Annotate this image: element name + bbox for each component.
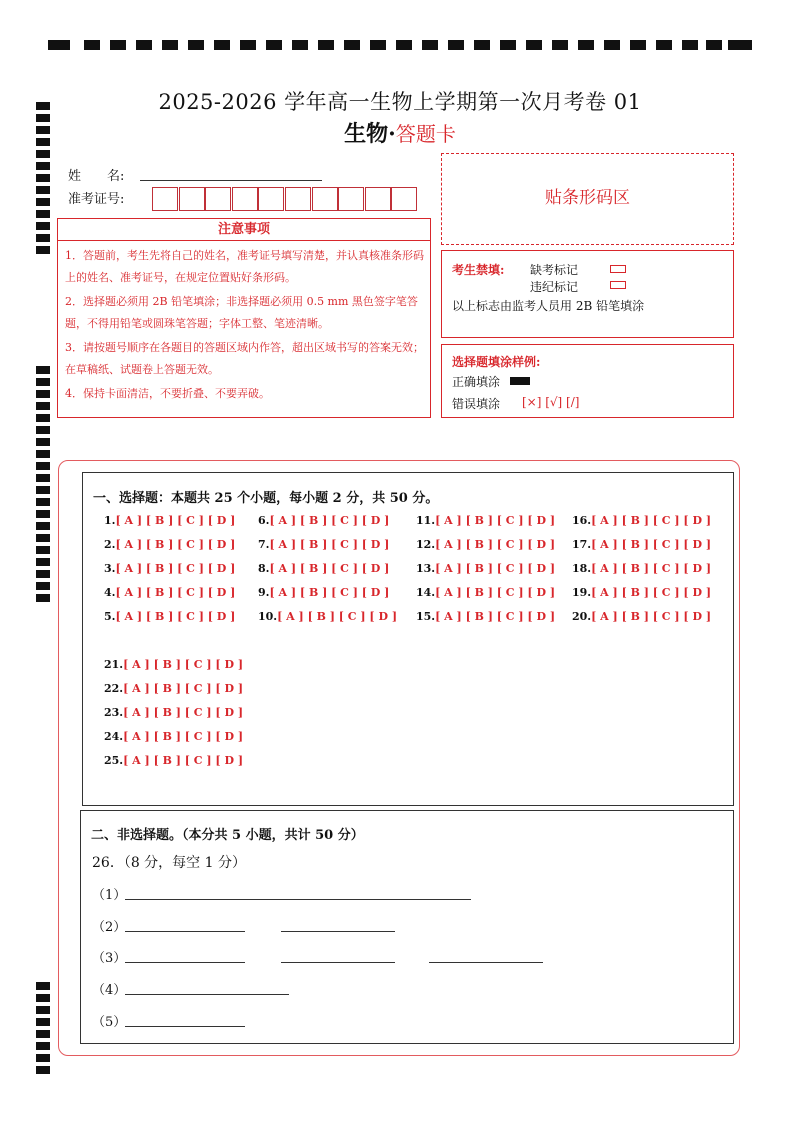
forbidden-note: 以上标志由监考人员用 2B 铅笔填涂 (452, 299, 645, 313)
timing-mark (36, 186, 50, 194)
timing-mark (578, 40, 594, 50)
question-12[interactable] (416, 538, 555, 551)
question-number: 24. (104, 730, 124, 743)
timing-mark (656, 40, 672, 50)
answer-options[interactable]: [ A ] [ B ] [ C ] [ D ] (123, 706, 244, 719)
question-2[interactable] (104, 538, 235, 551)
question-number: 3. (104, 562, 116, 575)
question-23[interactable] (104, 706, 243, 719)
question-number: 20. (572, 610, 592, 623)
barcode-area: 贴条形码区 (441, 153, 734, 245)
answer-options[interactable]: [ A ] [ B ] [ C ] [ D ] (269, 514, 390, 527)
timing-mark (36, 150, 50, 158)
answer-options[interactable]: [ A ] [ B ] [ C ] [ D ] (123, 730, 244, 743)
timing-mark (36, 222, 50, 230)
timing-mark (36, 510, 50, 518)
question-number: 15. (416, 610, 436, 623)
timing-mark (36, 546, 50, 554)
subtitle-sub: 答题卡 (395, 122, 456, 146)
answer-options[interactable]: [ A ] [ B ] [ C ] [ D ] (269, 538, 390, 551)
page-subtitle (0, 117, 800, 148)
timing-mark (36, 246, 50, 254)
timing-mark (500, 40, 516, 50)
answer-options[interactable]: [ A ] [ B ] [ C ] [ D ] (435, 610, 556, 623)
notice-item-2: 2．选择题必须用 2B 铅笔填涂；非选择题必须用 0.5 mm 黑色签字笔答题，不得用铅笔或圆珠笔答题；字体工整、笔迹清晰。 (65, 295, 418, 330)
timing-mark (36, 210, 50, 218)
question-17[interactable] (572, 538, 711, 551)
fill-example-box (441, 344, 734, 418)
answer-options[interactable]: [ A ] [ B ] [ C ] [ D ] (115, 562, 236, 575)
forbidden-box (441, 250, 734, 338)
question-25[interactable] (104, 754, 243, 767)
timing-mark (36, 594, 50, 602)
name-field[interactable] (140, 180, 322, 181)
timing-mark (706, 40, 722, 50)
question-number: 5. (104, 610, 116, 623)
answer-options[interactable]: [ A ] [ B ] [ C ] [ D ] (591, 610, 712, 623)
timing-mark (36, 378, 50, 386)
id-digit-box[interactable] (312, 187, 338, 211)
timing-mark (36, 582, 50, 590)
question-number: 23. (104, 706, 124, 719)
question-number: 1. (104, 514, 116, 527)
timing-mark (136, 40, 152, 50)
timing-mark (396, 40, 412, 50)
timing-mark (36, 534, 50, 542)
timing-mark (36, 1006, 50, 1014)
question-number: 19. (572, 586, 592, 599)
timing-mark (36, 1054, 50, 1062)
question-number: 7. (258, 538, 270, 551)
question-18[interactable] (572, 562, 711, 575)
timing-mark (552, 40, 568, 50)
timing-mark (36, 438, 50, 446)
section-nonchoice (80, 810, 734, 1044)
id-digit-box[interactable] (179, 187, 205, 211)
answer-options[interactable]: [ A ] [ B ] [ C ] [ D ] (591, 538, 712, 551)
answer-options[interactable]: [ A ] [ B ] [ C ] [ D ] (115, 538, 236, 551)
answer-line-2b[interactable] (281, 931, 395, 932)
question-24[interactable] (104, 730, 243, 743)
answer-options[interactable]: [ A ] [ B ] [ C ] [ D ] (435, 514, 556, 527)
timing-mark (48, 40, 70, 50)
timing-mark (36, 414, 50, 422)
timing-mark (36, 486, 50, 494)
question-number: 16. (572, 514, 592, 527)
answer-line-1[interactable] (125, 899, 471, 900)
question-number: 13. (416, 562, 436, 575)
question-number: 2. (104, 538, 116, 551)
answer-line-3a[interactable] (125, 962, 245, 963)
timing-mark (36, 462, 50, 470)
question-number: 9. (258, 586, 270, 599)
timing-mark (36, 426, 50, 434)
absent-label: 缺考标记 (530, 263, 579, 277)
question-21[interactable] (104, 658, 243, 671)
timing-mark (36, 234, 50, 242)
timing-mark (474, 40, 490, 50)
question-10[interactable] (258, 610, 397, 623)
question-20[interactable] (572, 610, 711, 623)
answer-options[interactable]: [ A ] [ B ] [ C ] [ D ] (591, 562, 712, 575)
absent-mark[interactable] (610, 265, 626, 273)
timing-mark (36, 522, 50, 530)
timing-mark (36, 982, 50, 990)
answer-options[interactable]: [ A ] [ B ] [ C ] [ D ] (591, 514, 712, 527)
wrong-fill-samples: [×] [√] [/] (522, 395, 580, 409)
timing-mark (84, 40, 100, 50)
timing-mark (36, 1066, 50, 1074)
id-digit-box[interactable] (365, 187, 391, 211)
correct-fill-sample (510, 377, 530, 385)
timing-mark (36, 1042, 50, 1050)
answer-options[interactable]: [ A ] [ B ] [ C ] [ D ] (123, 658, 244, 671)
id-digit-box[interactable] (258, 187, 284, 211)
name-label: 姓 名: (68, 169, 125, 184)
answer-options[interactable]: [ A ] [ B ] [ C ] [ D ] (269, 586, 390, 599)
question-26-title: 26．（8 分，每空 1 分） (92, 855, 246, 871)
blank-label-3: （3） (92, 951, 127, 966)
timing-mark (36, 366, 50, 374)
blank-label-2: （2） (92, 920, 127, 935)
wrong-fill-label: 错误填涂 (452, 397, 501, 411)
timing-mark (292, 40, 308, 50)
answer-line-2a[interactable] (125, 931, 245, 932)
question-number: 21. (104, 658, 124, 671)
section-nonchoice-title: 二、非选择题。（本分共 5 小题，共计 50 分） (91, 828, 364, 843)
question-1[interactable] (104, 514, 235, 527)
timing-mark (188, 40, 204, 50)
notice-item-4: 4．保持卡面清洁，不要折叠、不要弄破。 (65, 387, 270, 400)
blank-label-5: （5） (92, 1015, 127, 1030)
id-digit-box[interactable] (338, 187, 364, 211)
timing-mark (422, 40, 438, 50)
question-number: 22. (104, 682, 124, 695)
fill-example-title: 选择题填涂样例: (452, 355, 541, 369)
timing-mark (728, 40, 752, 50)
answer-options[interactable]: [ A ] [ B ] [ C ] [ D ] (115, 586, 236, 599)
timing-mark (630, 40, 646, 50)
question-22[interactable] (104, 682, 243, 695)
timing-mark (526, 40, 542, 50)
question-19[interactable] (572, 586, 711, 599)
id-digit-box[interactable] (232, 187, 258, 211)
answer-options[interactable]: [ A ] [ B ] [ C ] [ D ] (435, 586, 556, 599)
question-7[interactable] (258, 538, 389, 551)
id-digit-box[interactable] (391, 187, 417, 211)
timing-mark (36, 570, 50, 578)
timing-mark (344, 40, 360, 50)
question-14[interactable] (416, 586, 555, 599)
notice-item-1: 1．答题前，考生先将自己的姓名，准考证号填写清楚，并认真核准条形码上的姓名、准考证号，在规定位置贴好条形码。 (65, 249, 424, 284)
timing-mark (36, 402, 50, 410)
timing-mark (36, 162, 50, 170)
page-title: 2025-2026 学年高一生物上学期第一次月考卷 01 (158, 90, 642, 114)
id-label: 准考证号: (68, 192, 125, 207)
question-11[interactable] (416, 514, 555, 527)
id-digit-box[interactable] (285, 187, 311, 211)
id-digit-box[interactable] (152, 187, 178, 211)
answer-options[interactable]: [ A ] [ B ] [ C ] [ D ] (277, 610, 398, 623)
question-9[interactable] (258, 586, 389, 599)
question-6[interactable] (258, 514, 389, 527)
violation-mark[interactable] (610, 281, 626, 289)
answer-options[interactable]: [ A ] [ B ] [ C ] [ D ] (435, 538, 556, 551)
blank-label-1: （1） (92, 888, 127, 903)
answer-line-3b[interactable] (281, 962, 395, 963)
answer-options[interactable]: [ A ] [ B ] [ C ] [ D ] (115, 514, 236, 527)
timing-mark (604, 40, 620, 50)
question-number: 11. (416, 514, 436, 527)
question-number: 17. (572, 538, 592, 551)
timing-mark (36, 558, 50, 566)
question-16[interactable] (572, 514, 711, 527)
blank-label-4: （4） (92, 983, 127, 998)
subtitle-main: 生物· (344, 121, 396, 147)
question-number: 4. (104, 586, 116, 599)
question-number: 14. (416, 586, 436, 599)
section-choice-title: 一、选择题：本题共 25 个小题，每小题 2 分，共 50 分。 (93, 491, 439, 506)
timing-mark (162, 40, 178, 50)
question-number: 6. (258, 514, 270, 527)
timing-mark (370, 40, 386, 50)
question-5[interactable] (104, 610, 235, 623)
answer-line-3c[interactable] (429, 962, 543, 963)
timing-mark (318, 40, 334, 50)
question-number: 12. (416, 538, 436, 551)
answer-options[interactable]: [ A ] [ B ] [ C ] [ D ] (435, 562, 556, 575)
question-number: 8. (258, 562, 270, 575)
question-3[interactable] (104, 562, 235, 575)
notice-box (57, 218, 431, 418)
timing-mark (110, 40, 126, 50)
timing-mark (36, 450, 50, 458)
question-8[interactable] (258, 562, 389, 575)
question-4[interactable] (104, 586, 235, 599)
timing-mark (36, 498, 50, 506)
id-digit-box[interactable] (205, 187, 231, 211)
question-number: 18. (572, 562, 592, 575)
correct-fill-label: 正确填涂 (452, 375, 501, 389)
timing-mark (36, 994, 50, 1002)
forbidden-label: 考生禁填: (452, 263, 505, 277)
top-timing-marks (48, 38, 752, 52)
answer-options[interactable]: [ A ] [ B ] [ C ] [ D ] (123, 682, 244, 695)
answer-options[interactable]: [ A ] [ B ] [ C ] [ D ] (269, 562, 390, 575)
notice-title: 注意事项 (58, 219, 430, 241)
timing-mark (448, 40, 464, 50)
timing-mark (214, 40, 230, 50)
answer-options[interactable]: [ A ] [ B ] [ C ] [ D ] (591, 586, 712, 599)
violation-label: 违纪标记 (530, 280, 579, 294)
answer-line-4[interactable] (125, 994, 289, 995)
answer-options[interactable]: [ A ] [ B ] [ C ] [ D ] (115, 610, 236, 623)
answer-line-5[interactable] (125, 1026, 245, 1027)
question-13[interactable] (416, 562, 555, 575)
timing-mark (682, 40, 698, 50)
question-number: 25. (104, 754, 124, 767)
timing-mark (36, 198, 50, 206)
timing-mark (36, 1018, 50, 1026)
question-15[interactable] (416, 610, 555, 623)
timing-mark (36, 1030, 50, 1038)
timing-mark (240, 40, 256, 50)
timing-mark (36, 174, 50, 182)
timing-mark (36, 390, 50, 398)
timing-mark (266, 40, 282, 50)
notice-item-3: 3．请按题号顺序在各题目的答题区域内作答，超出区域书写的答案无效；在草稿纸、试题卷上答题无效。 (65, 341, 424, 376)
timing-mark (36, 474, 50, 482)
question-number: 10. (258, 610, 278, 623)
answer-options[interactable]: [ A ] [ B ] [ C ] [ D ] (123, 754, 244, 767)
